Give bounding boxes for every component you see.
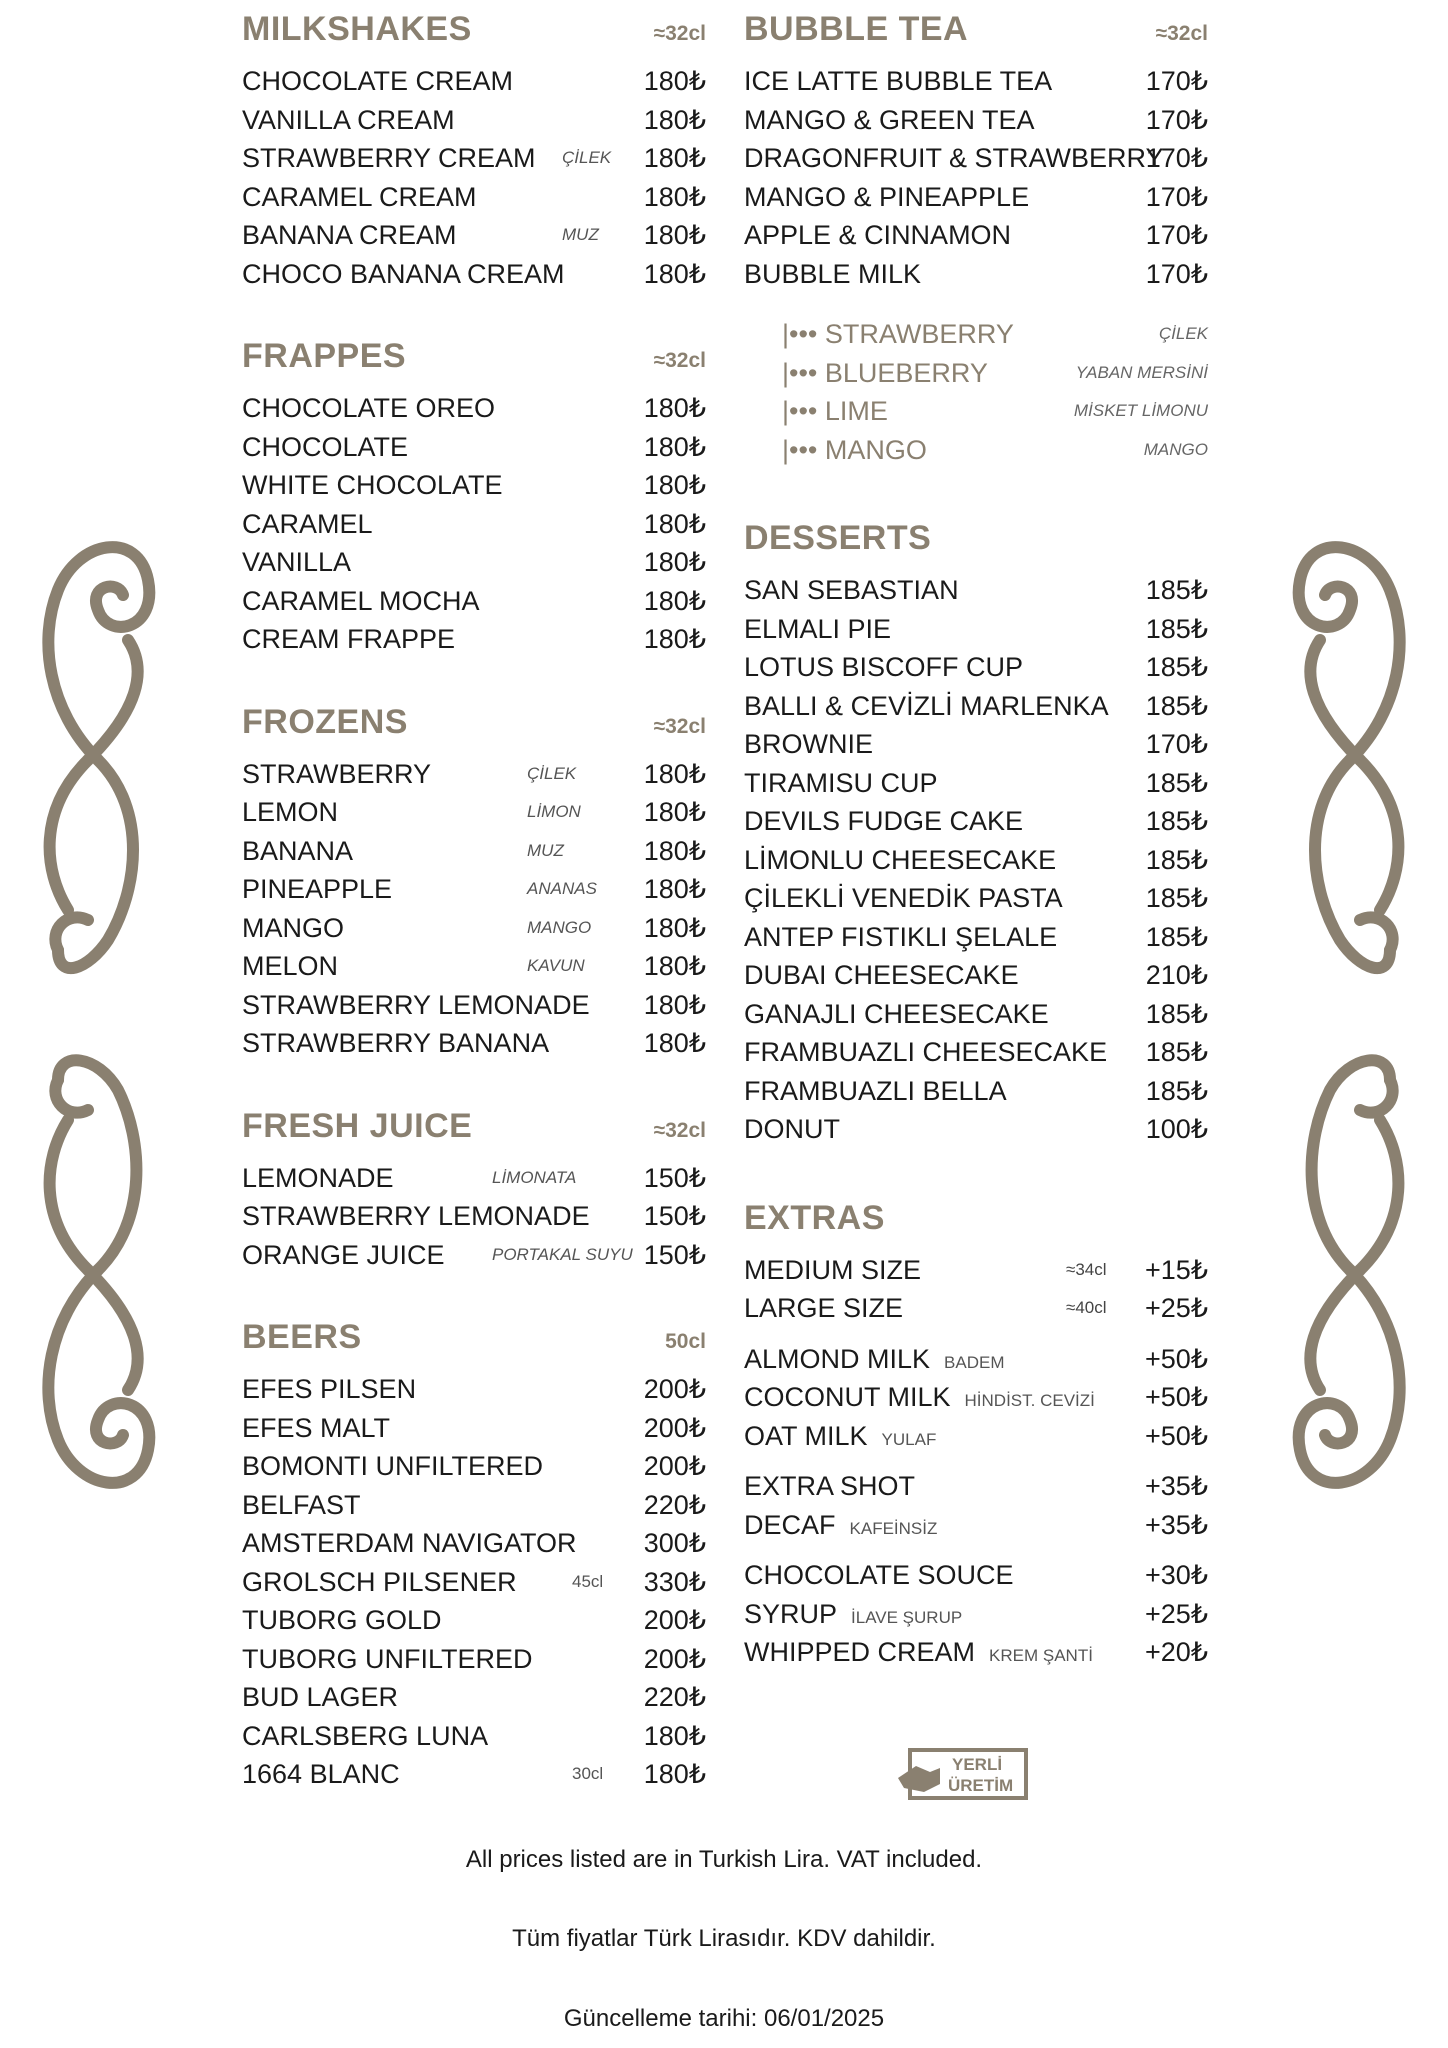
badge-line2: ÜRETİM [948,1776,1014,1795]
left-bottom-swirl-ornament [28,1020,158,1520]
footer-note-turkish: Tüm fiyatlar Türk Lirasıdır. KDV dahildir. [512,1925,936,1952]
bubble-tea-title: BUBBLE TEA [744,10,969,48]
flavor-item: |••• MANGO MANGO [782,434,1208,465]
menu-item: FRAMBUAZLI BELLA 185₺ [744,1075,1208,1106]
menu-item: 1664 BLANC 30cl 180₺ [242,1759,706,1789]
menu-item: GANAJLI CHEESECAKE 185₺ [744,998,1208,1029]
menu-item: LEMONADE LİMONATA 150₺ [242,1162,706,1193]
menu-item: MANGO MANGO 180₺ [242,912,706,943]
extra-item: ALMOND MILK BADEM +50₺ [744,1343,1208,1374]
fresh-juice-volume: ≈32cl [653,1118,706,1142]
right-bottom-swirl-ornament [1290,1020,1420,1520]
extra-item: SYRUP İLAVE ŞURUP +25₺ [744,1598,1208,1629]
milkshakes-volume: ≈32cl [653,22,706,45]
menu-item: DRAGONFRUIT & STRAWBERRY 170₺ [744,143,1208,173]
menu-item: BANANA CREAM MUZ 180₺ [242,220,706,250]
frozens-section [242,703,706,1063]
beers-volume: 50cl [665,1330,706,1353]
flavor-item: |••• STRAWBERRY ÇİLEK [782,319,1208,349]
menu-item: BALLI & CEVİZLİ MARLENKA 185₺ [744,690,1208,721]
menu-item: ELMALI PIE 185₺ [744,613,1208,644]
menu-item: CHOCOLATE 180₺ [242,431,706,462]
bubble-tea-section [744,10,1208,469]
menu-item: DEVILS FUDGE CAKE 185₺ [744,806,1208,836]
menu-item: LİMONLU CHEESECAKE 185₺ [744,844,1208,875]
menu-item: STRAWBERRY LEMONADE 180₺ [242,989,706,1020]
menu-item: LEMON LİMON 180₺ [242,797,706,827]
extra-item: DECAF KAFEİNSİZ +35₺ [744,1509,1208,1540]
menu-item: CARLSBERG LUNA 180₺ [242,1720,706,1751]
right-top-swirl-ornament [1290,510,1420,1010]
frappes-volume: ≈32cl [653,349,706,372]
menu-item: BOMONTI UNFILTERED 200₺ [242,1451,706,1481]
extras-section [744,1199,1208,1672]
menu-item: CARAMEL CREAM 180₺ [242,181,706,212]
yerli-uretim-badge [896,1748,1028,1800]
badge-line1: YERLİ [952,1755,1003,1774]
menu-item: CHOCOLATE OREO 180₺ [242,393,706,423]
menu-item: TUBORG GOLD 200₺ [242,1605,706,1635]
frappes-title: FRAPPES [242,337,407,375]
desserts-section [744,519,1208,1149]
menu-item: CHOCO BANANA CREAM 180₺ [242,258,706,289]
menu-item: EFES MALT 200₺ [242,1412,706,1443]
menu-item: SAN SEBASTIAN 185₺ [744,575,1208,605]
left-top-swirl-ornament [28,510,158,1010]
frozens-title: FROZENS [242,702,408,741]
extra-item: COCONUT MILK HİNDİST. CEVİZİ +50₺ [744,1382,1208,1412]
extra-item: EXTRA SHOT +35₺ [744,1471,1208,1501]
menu-item: DONUT 100₺ [744,1114,1208,1144]
menu-item: CREAM FRAPPE 180₺ [242,624,706,654]
extra-item: LARGE SIZE ≈40cl +25₺ [744,1293,1208,1323]
menu-item: BANANA MUZ 180₺ [242,835,706,866]
menu-item: VANILLA CREAM 180₺ [242,104,706,135]
extra-item: MEDIUM SIZE ≈34cl +15₺ [744,1254,1208,1285]
bubble-flavors-list [744,315,1208,469]
menu-item: ORANGE JUICE PORTAKAL SUYU 150₺ [242,1239,706,1270]
menu-item: STRAWBERRY CREAM ÇİLEK 180₺ [242,143,706,173]
fresh-juice-section [242,1107,706,1275]
menu-item: WHITE CHOCOLATE 180₺ [242,470,706,500]
menu-item: VANILLA 180₺ [242,547,706,577]
milkshakes-title: MILKSHAKES [242,10,472,48]
extras-title: EXTRAS [744,1198,885,1237]
menu-item: STRAWBERRY BANANA 180₺ [242,1028,706,1058]
footer-note-english: All prices listed are in Turkish Lira. VAT included. [465,1846,983,1873]
menu-item: AMSTERDAM NAVIGATOR 300₺ [242,1528,706,1558]
left-column [242,10,706,1838]
menu-item: DUBAI CHEESECAKE 210₺ [744,960,1208,990]
menu-item: ÇİLEKLİ VENEDİK PASTA 185₺ [744,883,1208,913]
desserts-title: DESSERTS [744,519,932,557]
menu-item: MANGO & PINEAPPLE 170₺ [744,181,1208,212]
menu-item: STRAWBERRY LEMONADE 150₺ [242,1201,706,1231]
extra-item: OAT MILK YULAF +50₺ [744,1420,1208,1451]
menu-item: FRAMBUAZLI CHEESECAKE 185₺ [744,1037,1208,1067]
menu-item: BROWNIE 170₺ [744,729,1208,759]
fresh-juice-title: FRESH JUICE [242,1106,473,1145]
frappes-section [242,337,706,659]
menu-item: STRAWBERRY ÇİLEK 180₺ [242,758,706,789]
flavor-item: |••• LIME MİSKET LİMONU [782,396,1208,426]
frozens-volume: ≈32cl [653,714,706,738]
menu-item: EFES PILSEN 200₺ [242,1374,706,1404]
menu-item: PINEAPPLE ANANAS 180₺ [242,874,706,904]
menu-item: BUBBLE MILK 170₺ [744,258,1208,289]
beers-title: BEERS [242,1318,362,1356]
menu-item: BELFAST 220₺ [242,1489,706,1520]
beers-section [242,1318,706,1794]
menu-item: APPLE & CINNAMON 170₺ [744,220,1208,250]
menu-item: MANGO & GREEN TEA 170₺ [744,104,1208,135]
footer-update-date: Güncelleme tarihi: 06/01/2025 [563,2005,885,2032]
right-column [744,10,1208,1716]
menu-item: TIRAMISU CUP 185₺ [744,767,1208,798]
extra-item: CHOCOLATE SOUCE +30₺ [744,1560,1208,1590]
menu-item: LOTUS BISCOFF CUP 185₺ [744,652,1208,682]
menu-item: BUD LAGER 220₺ [242,1682,706,1712]
menu-item: TUBORG UNFILTERED 200₺ [242,1643,706,1674]
menu-item: ANTEP FISTIKLI ŞELALE 185₺ [744,921,1208,952]
menu-item: CHOCOLATE CREAM 180₺ [242,66,706,96]
bubble-tea-volume: ≈32cl [1155,22,1208,45]
extra-item: WHIPPED CREAM KREM ŞANTİ +20₺ [744,1637,1208,1667]
menu-item: GROLSCH PILSENER 45cl 330₺ [242,1566,706,1597]
menu-item: MELON KAVUN 180₺ [242,951,706,981]
menu-item: CARAMEL 180₺ [242,508,706,539]
menu-item: ICE LATTE BUBBLE TEA 170₺ [744,66,1208,96]
milkshakes-section [242,10,706,293]
menu-item: CARAMEL MOCHA 180₺ [242,585,706,616]
flavor-item: |••• BLUEBERRY YABAN MERSİNİ [782,357,1208,388]
